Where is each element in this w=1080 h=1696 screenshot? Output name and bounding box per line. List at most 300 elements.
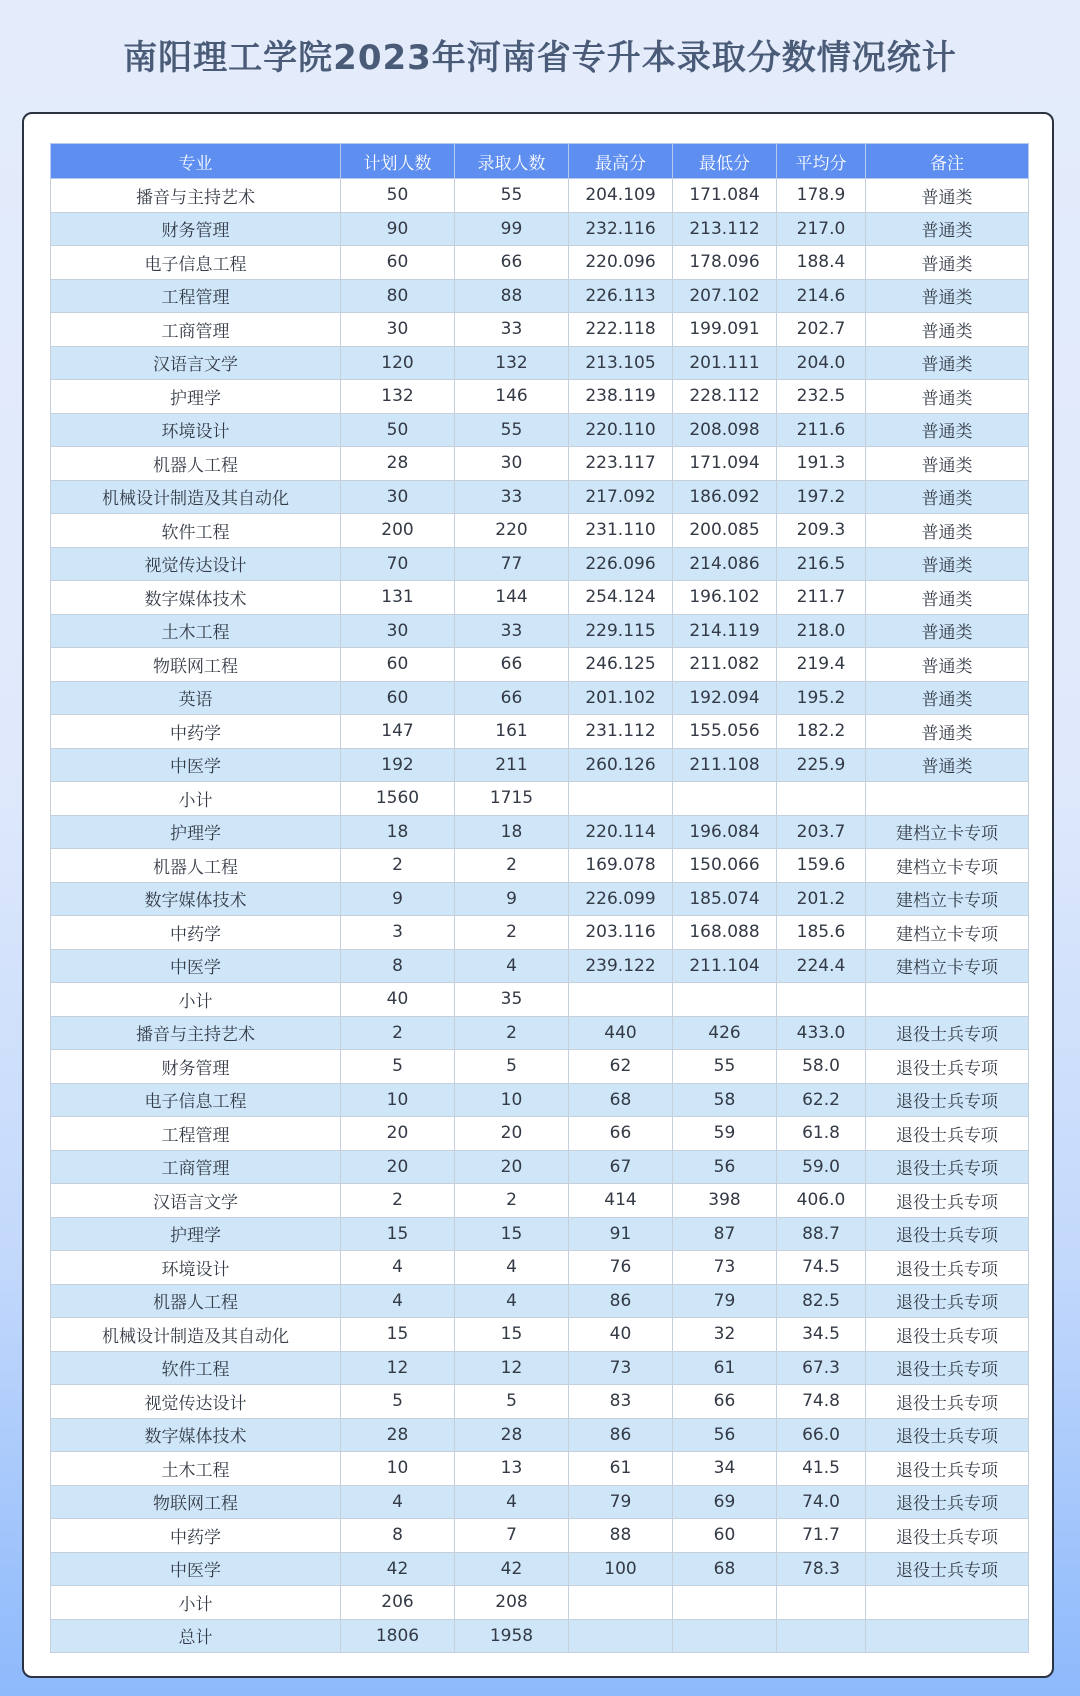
- cell-planned: 20: [341, 1117, 455, 1151]
- cell-min-score: 199.091: [673, 313, 777, 347]
- cell-min-score: 73: [673, 1251, 777, 1285]
- cell-planned: 60: [341, 246, 455, 280]
- cell-planned: 15: [341, 1318, 455, 1352]
- cell-min-score: 196.084: [673, 815, 777, 849]
- table-row: [51, 1150, 1029, 1184]
- cell-admitted: 35: [455, 983, 569, 1017]
- cell-major: 小计: [51, 782, 341, 816]
- table-row: [51, 983, 1029, 1017]
- table-row: [51, 1184, 1029, 1218]
- table-row: [51, 313, 1029, 347]
- cell-min-score: 426: [673, 1016, 777, 1050]
- cell-remark: 普通类: [866, 179, 1029, 213]
- cell-max-score: 213.105: [569, 346, 673, 380]
- cell-major: 中医学: [51, 949, 341, 983]
- cell-major: 视觉传达设计: [51, 1385, 341, 1419]
- cell-max-score: 260.126: [569, 748, 673, 782]
- cell-planned: 50: [341, 179, 455, 213]
- cell-admitted: 33: [455, 480, 569, 514]
- table-row: [51, 246, 1029, 280]
- cell-major: 机械设计制造及其自动化: [51, 480, 341, 514]
- cell-remark: 普通类: [866, 715, 1029, 749]
- table-row: [51, 1552, 1029, 1586]
- cell-min-score: 213.112: [673, 212, 777, 246]
- cell-remark: 普通类: [866, 313, 1029, 347]
- cell-remark: 退役士兵专项: [866, 1351, 1029, 1385]
- cell-major: 机械设计制造及其自动化: [51, 1318, 341, 1352]
- cell-remark: 建档立卡专项: [866, 849, 1029, 883]
- cell-max-score: 220.096: [569, 246, 673, 280]
- cell-admitted: 55: [455, 413, 569, 447]
- cell-planned: 132: [341, 380, 455, 414]
- cell-admitted: 161: [455, 715, 569, 749]
- table-row: [51, 916, 1029, 950]
- table-row: [51, 346, 1029, 380]
- cell-max-score: 73: [569, 1351, 673, 1385]
- cell-admitted: 30: [455, 447, 569, 481]
- cell-admitted: 55: [455, 179, 569, 213]
- cell-max-score: 66: [569, 1117, 673, 1151]
- cell-major: 数字媒体技术: [51, 1418, 341, 1452]
- cell-remark: 普通类: [866, 581, 1029, 615]
- cell-planned: 60: [341, 681, 455, 715]
- cell-min-score: 211.108: [673, 748, 777, 782]
- cell-planned: 90: [341, 212, 455, 246]
- cell-max-score: 86: [569, 1284, 673, 1318]
- cell-avg-score: 201.2: [777, 882, 866, 916]
- cell-min-score: 56: [673, 1418, 777, 1452]
- cell-max-score: 100: [569, 1552, 673, 1586]
- cell-min-score: 56: [673, 1150, 777, 1184]
- cell-max-score: 62: [569, 1050, 673, 1084]
- header-min-score: 最低分: [673, 144, 777, 179]
- cell-major: 汉语言文学: [51, 1184, 341, 1218]
- cell-min-score: 60: [673, 1519, 777, 1553]
- cell-max-score: 239.122: [569, 949, 673, 983]
- cell-planned: 30: [341, 480, 455, 514]
- table-row: [51, 1586, 1029, 1620]
- cell-min-score: 168.088: [673, 916, 777, 950]
- table-row: [51, 815, 1029, 849]
- cell-avg-score: 62.2: [777, 1083, 866, 1117]
- cell-major: 土木工程: [51, 614, 341, 648]
- cell-planned: 28: [341, 1418, 455, 1452]
- cell-remark: 退役士兵专项: [866, 1485, 1029, 1519]
- cell-remark: 退役士兵专项: [866, 1150, 1029, 1184]
- cell-min-score: 34: [673, 1452, 777, 1486]
- cell-avg-score: 224.4: [777, 949, 866, 983]
- cell-admitted: 10: [455, 1083, 569, 1117]
- cell-remark: 普通类: [866, 648, 1029, 682]
- cell-avg-score: 203.7: [777, 815, 866, 849]
- cell-min-score: 201.111: [673, 346, 777, 380]
- cell-min-score: 68: [673, 1552, 777, 1586]
- cell-planned: 30: [341, 614, 455, 648]
- cell-avg-score: 191.3: [777, 447, 866, 481]
- cell-major: 环境设计: [51, 1251, 341, 1285]
- cell-remark: 退役士兵专项: [866, 1418, 1029, 1452]
- table-row: [51, 514, 1029, 548]
- cell-admitted: 15: [455, 1217, 569, 1251]
- cell-planned: 4: [341, 1251, 455, 1285]
- cell-planned: 10: [341, 1452, 455, 1486]
- cell-max-score: 204.109: [569, 179, 673, 213]
- cell-remark: 建档立卡专项: [866, 949, 1029, 983]
- cell-admitted: 146: [455, 380, 569, 414]
- cell-min-score: 150.066: [673, 849, 777, 883]
- cell-max-score: 229.115: [569, 614, 673, 648]
- table-row: [51, 1318, 1029, 1352]
- cell-avg-score: 185.6: [777, 916, 866, 950]
- cell-remark: 普通类: [866, 279, 1029, 313]
- table-row: [51, 1418, 1029, 1452]
- cell-remark: 退役士兵专项: [866, 1217, 1029, 1251]
- cell-max-score: 203.116: [569, 916, 673, 950]
- cell-planned: 200: [341, 514, 455, 548]
- cell-avg-score: 61.8: [777, 1117, 866, 1151]
- cell-min-score: 155.056: [673, 715, 777, 749]
- cell-admitted: 66: [455, 681, 569, 715]
- cell-admitted: 2: [455, 1184, 569, 1218]
- cell-major: 小计: [51, 983, 341, 1017]
- cell-major: 中医学: [51, 1552, 341, 1586]
- cell-admitted: 5: [455, 1050, 569, 1084]
- cell-max-score: 231.110: [569, 514, 673, 548]
- cell-max-score: 231.112: [569, 715, 673, 749]
- cell-min-score: 79: [673, 1284, 777, 1318]
- cell-remark: 普通类: [866, 480, 1029, 514]
- table-row: [51, 413, 1029, 447]
- cell-planned: 20: [341, 1150, 455, 1184]
- cell-major: 数字媒体技术: [51, 581, 341, 615]
- cell-max-score: 220.114: [569, 815, 673, 849]
- cell-remark: 建档立卡专项: [866, 882, 1029, 916]
- cell-major: 财务管理: [51, 212, 341, 246]
- cell-min-score: 196.102: [673, 581, 777, 615]
- cell-avg-score: 71.7: [777, 1519, 866, 1553]
- cell-remark: [866, 1619, 1029, 1653]
- cell-admitted: 208: [455, 1586, 569, 1620]
- cell-admitted: 132: [455, 346, 569, 380]
- table-row: [51, 1050, 1029, 1084]
- cell-min-score: 178.096: [673, 246, 777, 280]
- cell-remark: 建档立卡专项: [866, 916, 1029, 950]
- cell-avg-score: 204.0: [777, 346, 866, 380]
- cell-admitted: 4: [455, 1251, 569, 1285]
- cell-avg-score: 188.4: [777, 246, 866, 280]
- cell-major: 环境设计: [51, 413, 341, 447]
- table-row: [51, 1519, 1029, 1553]
- cell-planned: 120: [341, 346, 455, 380]
- cell-avg-score: 211.6: [777, 413, 866, 447]
- cell-admitted: 220: [455, 514, 569, 548]
- cell-avg-score: [777, 1586, 866, 1620]
- cell-avg-score: 197.2: [777, 480, 866, 514]
- cell-avg-score: 217.0: [777, 212, 866, 246]
- cell-min-score: 186.092: [673, 480, 777, 514]
- cell-avg-score: 209.3: [777, 514, 866, 548]
- cell-max-score: 232.116: [569, 212, 673, 246]
- cell-admitted: 7: [455, 1519, 569, 1553]
- header-avg-score: 平均分: [777, 144, 866, 179]
- cell-min-score: 32: [673, 1318, 777, 1352]
- cell-major: 中医学: [51, 748, 341, 782]
- cell-remark: 退役士兵专项: [866, 1016, 1029, 1050]
- cell-avg-score: 159.6: [777, 849, 866, 883]
- cell-planned: 80: [341, 279, 455, 313]
- table-row: [51, 581, 1029, 615]
- cell-major: 工程管理: [51, 279, 341, 313]
- cell-avg-score: 225.9: [777, 748, 866, 782]
- cell-avg-score: 66.0: [777, 1418, 866, 1452]
- cell-max-score: 226.096: [569, 547, 673, 581]
- cell-max-score: 226.099: [569, 882, 673, 916]
- cell-admitted: 4: [455, 949, 569, 983]
- cell-min-score: [673, 782, 777, 816]
- table-row: [51, 547, 1029, 581]
- table-row: [51, 1217, 1029, 1251]
- cell-remark: [866, 1586, 1029, 1620]
- cell-major: 数字媒体技术: [51, 882, 341, 916]
- cell-planned: 192: [341, 748, 455, 782]
- table-row: [51, 1117, 1029, 1151]
- cell-avg-score: 78.3: [777, 1552, 866, 1586]
- table-row: [51, 748, 1029, 782]
- cell-remark: 退役士兵专项: [866, 1184, 1029, 1218]
- cell-min-score: 192.094: [673, 681, 777, 715]
- cell-major: 护理学: [51, 1217, 341, 1251]
- cell-min-score: 200.085: [673, 514, 777, 548]
- cell-avg-score: 202.7: [777, 313, 866, 347]
- cell-avg-score: 214.6: [777, 279, 866, 313]
- table-row: [51, 849, 1029, 883]
- admission-score-table: [50, 143, 1029, 1653]
- table-row: [51, 1485, 1029, 1519]
- cell-avg-score: 59.0: [777, 1150, 866, 1184]
- cell-min-score: 208.098: [673, 413, 777, 447]
- cell-max-score: 223.117: [569, 447, 673, 481]
- cell-planned: 28: [341, 447, 455, 481]
- page-title: 南阳理工学院2023年河南省专升本录取分数情况统计: [123, 38, 957, 78]
- cell-planned: 10: [341, 1083, 455, 1117]
- cell-max-score: 61: [569, 1452, 673, 1486]
- cell-planned: 1560: [341, 782, 455, 816]
- cell-planned: 9: [341, 882, 455, 916]
- cell-planned: 4: [341, 1485, 455, 1519]
- table-row: [51, 1619, 1029, 1653]
- cell-major: 财务管理: [51, 1050, 341, 1084]
- cell-admitted: 15: [455, 1318, 569, 1352]
- cell-avg-score: 211.7: [777, 581, 866, 615]
- cell-remark: 普通类: [866, 514, 1029, 548]
- cell-major: 工商管理: [51, 1150, 341, 1184]
- table-row: [51, 882, 1029, 916]
- cell-major: 视觉传达设计: [51, 547, 341, 581]
- header-max-score: 最高分: [569, 144, 673, 179]
- cell-planned: 147: [341, 715, 455, 749]
- cell-admitted: 66: [455, 648, 569, 682]
- cell-planned: 15: [341, 1217, 455, 1251]
- cell-remark: 退役士兵专项: [866, 1385, 1029, 1419]
- cell-avg-score: 67.3: [777, 1351, 866, 1385]
- cell-max-score: 220.110: [569, 413, 673, 447]
- cell-max-score: 226.113: [569, 279, 673, 313]
- cell-avg-score: 74.0: [777, 1485, 866, 1519]
- cell-major: 中药学: [51, 715, 341, 749]
- table-row: [51, 1284, 1029, 1318]
- cell-max-score: 217.092: [569, 480, 673, 514]
- cell-planned: 1806: [341, 1619, 455, 1653]
- table-row: [51, 648, 1029, 682]
- cell-min-score: 214.119: [673, 614, 777, 648]
- cell-admitted: 1715: [455, 782, 569, 816]
- cell-max-score: 40: [569, 1318, 673, 1352]
- header-admitted: 录取人数: [455, 144, 569, 179]
- cell-planned: 12: [341, 1351, 455, 1385]
- cell-avg-score: 406.0: [777, 1184, 866, 1218]
- cell-avg-score: 219.4: [777, 648, 866, 682]
- cell-min-score: 55: [673, 1050, 777, 1084]
- cell-remark: 建档立卡专项: [866, 815, 1029, 849]
- table-row: [51, 1351, 1029, 1385]
- cell-avg-score: [777, 1619, 866, 1653]
- cell-major: 电子信息工程: [51, 1083, 341, 1117]
- table-row: [51, 949, 1029, 983]
- cell-avg-score: 216.5: [777, 547, 866, 581]
- cell-major: 护理学: [51, 815, 341, 849]
- cell-avg-score: 195.2: [777, 681, 866, 715]
- cell-major: 电子信息工程: [51, 246, 341, 280]
- cell-avg-score: 433.0: [777, 1016, 866, 1050]
- cell-avg-score: 218.0: [777, 614, 866, 648]
- cell-avg-score: 232.5: [777, 380, 866, 414]
- cell-remark: 退役士兵专项: [866, 1251, 1029, 1285]
- cell-max-score: 238.119: [569, 380, 673, 414]
- cell-remark: 退役士兵专项: [866, 1117, 1029, 1151]
- cell-avg-score: 88.7: [777, 1217, 866, 1251]
- cell-remark: [866, 983, 1029, 1017]
- cell-max-score: 222.118: [569, 313, 673, 347]
- cell-avg-score: 41.5: [777, 1452, 866, 1486]
- table-row: [51, 614, 1029, 648]
- cell-admitted: 33: [455, 614, 569, 648]
- table-row: [51, 447, 1029, 481]
- table-row: [51, 1452, 1029, 1486]
- cell-major: 软件工程: [51, 1351, 341, 1385]
- cell-min-score: 185.074: [673, 882, 777, 916]
- table-header-row: [51, 144, 1029, 179]
- cell-planned: 50: [341, 413, 455, 447]
- cell-max-score: 414: [569, 1184, 673, 1218]
- cell-planned: 5: [341, 1050, 455, 1084]
- cell-avg-score: [777, 983, 866, 1017]
- cell-max-score: 86: [569, 1418, 673, 1452]
- table-body: [51, 179, 1029, 1653]
- cell-remark: 普通类: [866, 614, 1029, 648]
- cell-remark: 退役士兵专项: [866, 1318, 1029, 1352]
- cell-avg-score: 58.0: [777, 1050, 866, 1084]
- cell-admitted: 18: [455, 815, 569, 849]
- table-row: [51, 212, 1029, 246]
- cell-max-score: 68: [569, 1083, 673, 1117]
- cell-planned: 2: [341, 1016, 455, 1050]
- cell-remark: 普通类: [866, 346, 1029, 380]
- cell-admitted: 20: [455, 1117, 569, 1151]
- table-row: [51, 782, 1029, 816]
- cell-max-score: 246.125: [569, 648, 673, 682]
- table-row: [51, 1016, 1029, 1050]
- cell-admitted: 42: [455, 1552, 569, 1586]
- cell-remark: 退役士兵专项: [866, 1552, 1029, 1586]
- cell-min-score: 66: [673, 1385, 777, 1419]
- cell-max-score: 91: [569, 1217, 673, 1251]
- cell-admitted: 99: [455, 212, 569, 246]
- cell-planned: 8: [341, 1519, 455, 1553]
- cell-major: 机器人工程: [51, 1284, 341, 1318]
- cell-major: 英语: [51, 681, 341, 715]
- cell-remark: 退役士兵专项: [866, 1452, 1029, 1486]
- cell-planned: 131: [341, 581, 455, 615]
- cell-planned: 3: [341, 916, 455, 950]
- cell-admitted: 211: [455, 748, 569, 782]
- cell-avg-score: 74.5: [777, 1251, 866, 1285]
- cell-remark: 普通类: [866, 681, 1029, 715]
- cell-max-score: 254.124: [569, 581, 673, 615]
- cell-remark: 退役士兵专项: [866, 1519, 1029, 1553]
- table-row: [51, 1251, 1029, 1285]
- cell-min-score: 171.084: [673, 179, 777, 213]
- cell-min-score: 211.104: [673, 949, 777, 983]
- cell-major: 机器人工程: [51, 447, 341, 481]
- table-row: [51, 681, 1029, 715]
- cell-admitted: 9: [455, 882, 569, 916]
- table-row: [51, 279, 1029, 313]
- cell-admitted: 33: [455, 313, 569, 347]
- cell-max-score: 440: [569, 1016, 673, 1050]
- cell-planned: 2: [341, 849, 455, 883]
- table-row: [51, 715, 1029, 749]
- cell-min-score: 171.094: [673, 447, 777, 481]
- cell-admitted: 66: [455, 246, 569, 280]
- cell-remark: 普通类: [866, 447, 1029, 481]
- table-row: [51, 179, 1029, 213]
- cell-major: 软件工程: [51, 514, 341, 548]
- cell-max-score: [569, 1619, 673, 1653]
- cell-planned: 70: [341, 547, 455, 581]
- cell-avg-score: [777, 782, 866, 816]
- cell-planned: 30: [341, 313, 455, 347]
- table-row: [51, 1385, 1029, 1419]
- cell-min-score: 69: [673, 1485, 777, 1519]
- cell-admitted: 144: [455, 581, 569, 615]
- cell-major: 机器人工程: [51, 849, 341, 883]
- cell-max-score: 169.078: [569, 849, 673, 883]
- cell-max-score: [569, 1586, 673, 1620]
- cell-planned: 4: [341, 1284, 455, 1318]
- cell-min-score: 87: [673, 1217, 777, 1251]
- cell-admitted: 20: [455, 1150, 569, 1184]
- cell-min-score: [673, 1586, 777, 1620]
- cell-major: 物联网工程: [51, 648, 341, 682]
- cell-min-score: 58: [673, 1083, 777, 1117]
- cell-planned: 2: [341, 1184, 455, 1218]
- cell-admitted: 2: [455, 1016, 569, 1050]
- cell-planned: 60: [341, 648, 455, 682]
- cell-max-score: 76: [569, 1251, 673, 1285]
- cell-admitted: 4: [455, 1284, 569, 1318]
- cell-avg-score: 82.5: [777, 1284, 866, 1318]
- cell-max-score: 79: [569, 1485, 673, 1519]
